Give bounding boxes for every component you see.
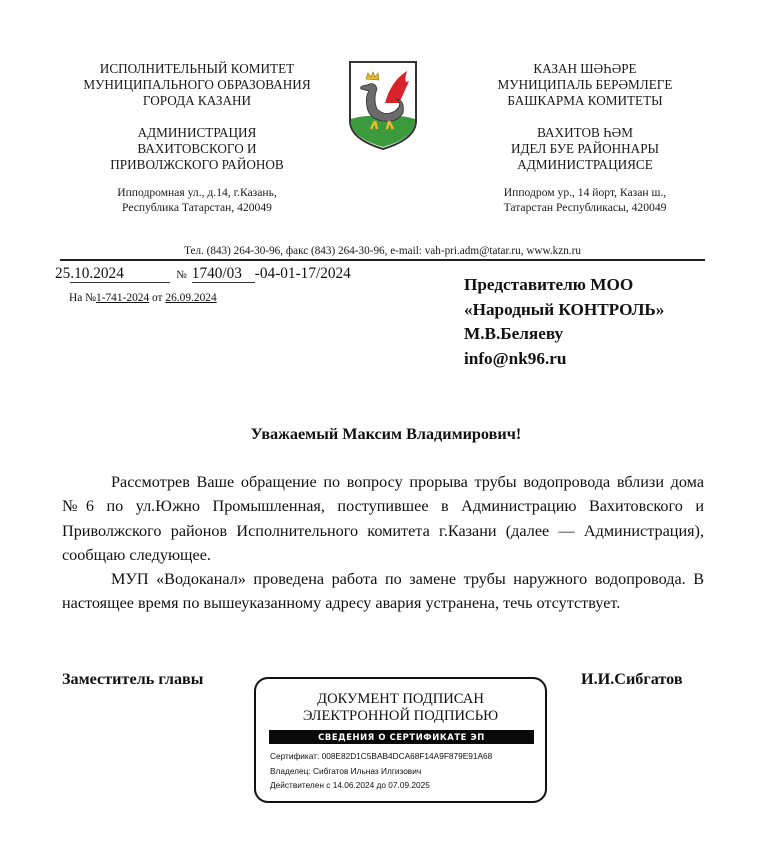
- addressee-line: Представителю МОО: [464, 275, 634, 294]
- address-line: Республика Татарстан, 420049: [122, 201, 272, 214]
- reply-from: от: [152, 292, 163, 304]
- reply-date: 26.09.2024: [165, 292, 217, 304]
- admin-line: АДМИНИСТРАЦИЯСЕ: [517, 157, 653, 172]
- admin-line: АДМИНИСТРАЦИЯ: [137, 125, 257, 140]
- e-signature-stamp: [254, 677, 547, 803]
- admin-line: ПРИВОЛЖСКОГО РАЙОНОВ: [110, 157, 284, 172]
- org-line: МУНИЦИПАЛЬНОГО ОБРАЗОВАНИЯ: [83, 77, 311, 92]
- stamp-title: [256, 691, 545, 725]
- addressee-email: info@nk96.ru: [464, 348, 567, 368]
- signatory-title: Заместитель главы: [62, 670, 204, 688]
- address-block: [470, 185, 700, 215]
- reg-date-field: [70, 265, 170, 283]
- stamp-owner: Владелец: Сибгатов Ильназ Илгизович: [270, 766, 422, 776]
- reg-number-rest: -04-01-17/2024: [254, 265, 351, 282]
- org-line: ИСПОЛНИТЕЛЬНЫЙ КОМИТЕТ: [99, 61, 295, 76]
- addressee-line: «Народный КОНТРОЛЬ»: [464, 299, 665, 319]
- reply-reference: [69, 292, 217, 304]
- org-line: БАШКАРМА КОМИТЕТЫ: [507, 93, 663, 108]
- signatory-name: И.И.Сибгатов: [581, 670, 683, 688]
- reg-number-prefix: 1740/03: [191, 265, 242, 282]
- address-line: Ипподромная ул., д.14, г.Казань,: [117, 186, 277, 199]
- org-line: ГОРОДА КАЗАНИ: [142, 93, 252, 108]
- reply-prefix: На №: [69, 292, 96, 304]
- address-line: Татарстан Республикасы, 420049: [503, 201, 667, 214]
- stamp-certificate: Сертификат: 008E82D1C5BAB4DCA68F14A9F879E91A68: [270, 751, 493, 761]
- admin-line: ВАХИТОВСКОГО И: [137, 141, 257, 156]
- admin-line: ИДЕЛ БУЕ РАЙОННАРЫ: [510, 141, 660, 156]
- header-divider: [60, 259, 705, 261]
- body-paragraph: Рассмотрев Ваше обращение по вопросу прорыва трубы водопровода вблизи дома №6 по ул.Южно Промышленная, поступившее в Администрацию Вахитовского и Приволжского районов Исполнительного комитета г.Казани (далее — Администрация), сообщаю следующее.: [62, 473, 704, 564]
- addressee-line: М.В.Беляеву: [464, 324, 564, 343]
- stamp-title-line: ЭЛЕКТРОННОЙ ПОДПИСЬЮ: [302, 708, 499, 724]
- number-sign: №: [176, 269, 187, 281]
- reply-number: 1-741-2024: [96, 292, 150, 304]
- registration-line: [55, 265, 351, 283]
- contacts-line: Тел. (843) 264-30-96, факс (843) 264-30-96, e-mail: vah-pri.adm@tatar.ru, www.kzn.ru: [184, 245, 581, 257]
- stamp-certificate-bar: СВЕДЕНИЯ О СЕРТИФИКАТЕ ЭП: [269, 730, 534, 744]
- admin-line: ВАХИТОВ ҺӘМ: [537, 125, 633, 140]
- salutation: Уважаемый Максим Владимирович!: [250, 425, 522, 443]
- kazan-coat-of-arms-icon: [347, 59, 419, 151]
- address-block: [62, 185, 332, 215]
- body-paragraph: МУП «Водоканал» проведена работа по замене трубы наружного водопровода. В настоящее время по вышеуказанному адресу авария устранена, течь отсутствует.: [62, 570, 704, 613]
- org-line: КАЗАН ШӘҺӘРЕ: [533, 61, 637, 76]
- org-line: МУНИЦИПАЛЬ БЕРӘМЛЕГЕ: [497, 77, 673, 92]
- addressee-block: [464, 273, 664, 371]
- reg-date: .10.2024: [70, 265, 124, 282]
- letterhead-right: [470, 61, 700, 215]
- stamp-validity: Действителен с 14.06.2024 до 07.09.2025: [270, 780, 430, 790]
- stamp-title-line: ДОКУМЕНТ ПОДПИСАН: [317, 691, 484, 707]
- reg-number-field: [192, 265, 255, 283]
- reg-date-prefix: 25: [55, 265, 71, 282]
- letterhead-left: [62, 61, 332, 215]
- address-line: Ипподром ур., 14 йорт, Казан ш.,: [503, 186, 667, 199]
